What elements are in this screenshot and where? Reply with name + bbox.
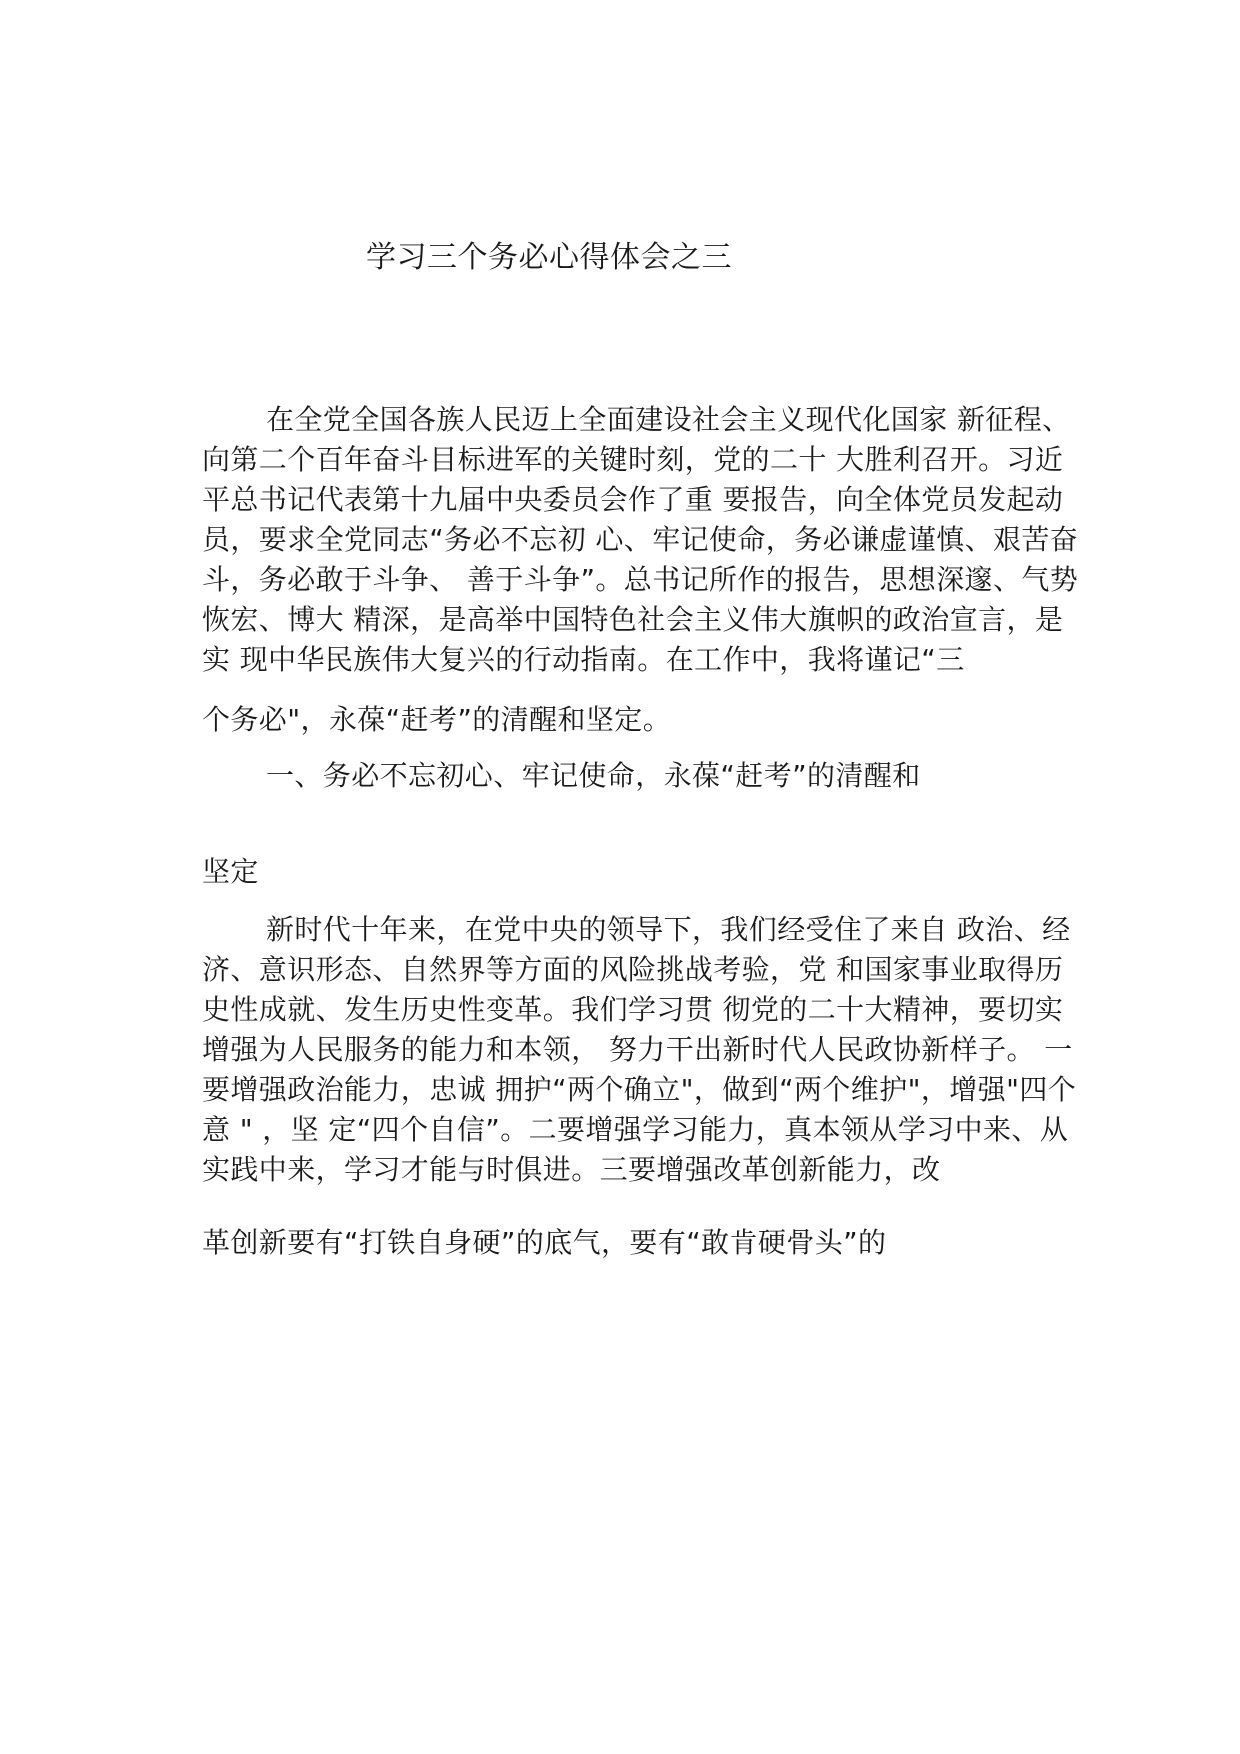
body-line: 个务必"，永葆“赶考”的清醒和坚定。 xyxy=(202,703,672,736)
body-line: 实践中来，学习才能与时俱进。三要增强改革创新能力，改 xyxy=(202,1153,941,1186)
body-line: 斗，务必敢于斗争、 善于斗争”。总书记所作的报告，思想深邃、气势 xyxy=(202,563,1079,596)
body-line: 恢宏、博大 精深，是高举中国特色社会主义伟大旗帜的政治宣言，是 xyxy=(202,603,1064,636)
body-line: 向第二个百年奋斗目标进军的关键时刻，党的二十 大胜利召开。习近 xyxy=(202,443,1064,476)
document-title: 学习三个务必心得体会之三 xyxy=(366,240,732,275)
body-line: 要增强政治能力，忠诚 拥护“两个确立"，做到“两个维护"，增强"四个 xyxy=(202,1073,1077,1106)
section-heading-continued: 坚定 xyxy=(202,855,259,888)
body-line: 新时代十年来，在党中央的领导下，我们经受住了来自 政治、经 xyxy=(266,913,1071,946)
body-line: 意 " ，坚 定“四个自信”。二要增强学习能力，真本领从学习中来、从 xyxy=(202,1113,1069,1146)
body-line: 增强为人民服务的能力和本领， 努力干出新时代人民政协新样子。 一 xyxy=(202,1033,1073,1066)
body-line: 实 现中华民族伟大复兴的行动指南。在工作中，我将谨记“三 xyxy=(202,643,965,676)
section-heading: 一、务必不忘初心、牢记使命，永葆“赶考”的清醒和 xyxy=(266,759,921,792)
body-line: 员，要求全党同志“务必不忘初 心、牢记使命，务必谦虚谨慎、艰苦奋 xyxy=(202,523,1079,556)
body-line: 史性成就、发生历史性变革。我们学习贯 彻党的二十大精神，要切实 xyxy=(202,993,1064,1026)
body-line: 革创新要有“打铁自身硬”的底气，要有“敢肯硬骨头”的 xyxy=(202,1226,887,1259)
body-line: 在全党全国各族人民迈上全面建设社会主义现代化国家 新征程、 xyxy=(266,403,1071,436)
body-line: 济、意识形态、自然界等方面的风险挑战考验，党 和国家事业取得历 xyxy=(202,953,1064,986)
body-line: 平总书记代表第十九届中央委员会作了重 要报告，向全体党员发起动 xyxy=(202,483,1064,516)
